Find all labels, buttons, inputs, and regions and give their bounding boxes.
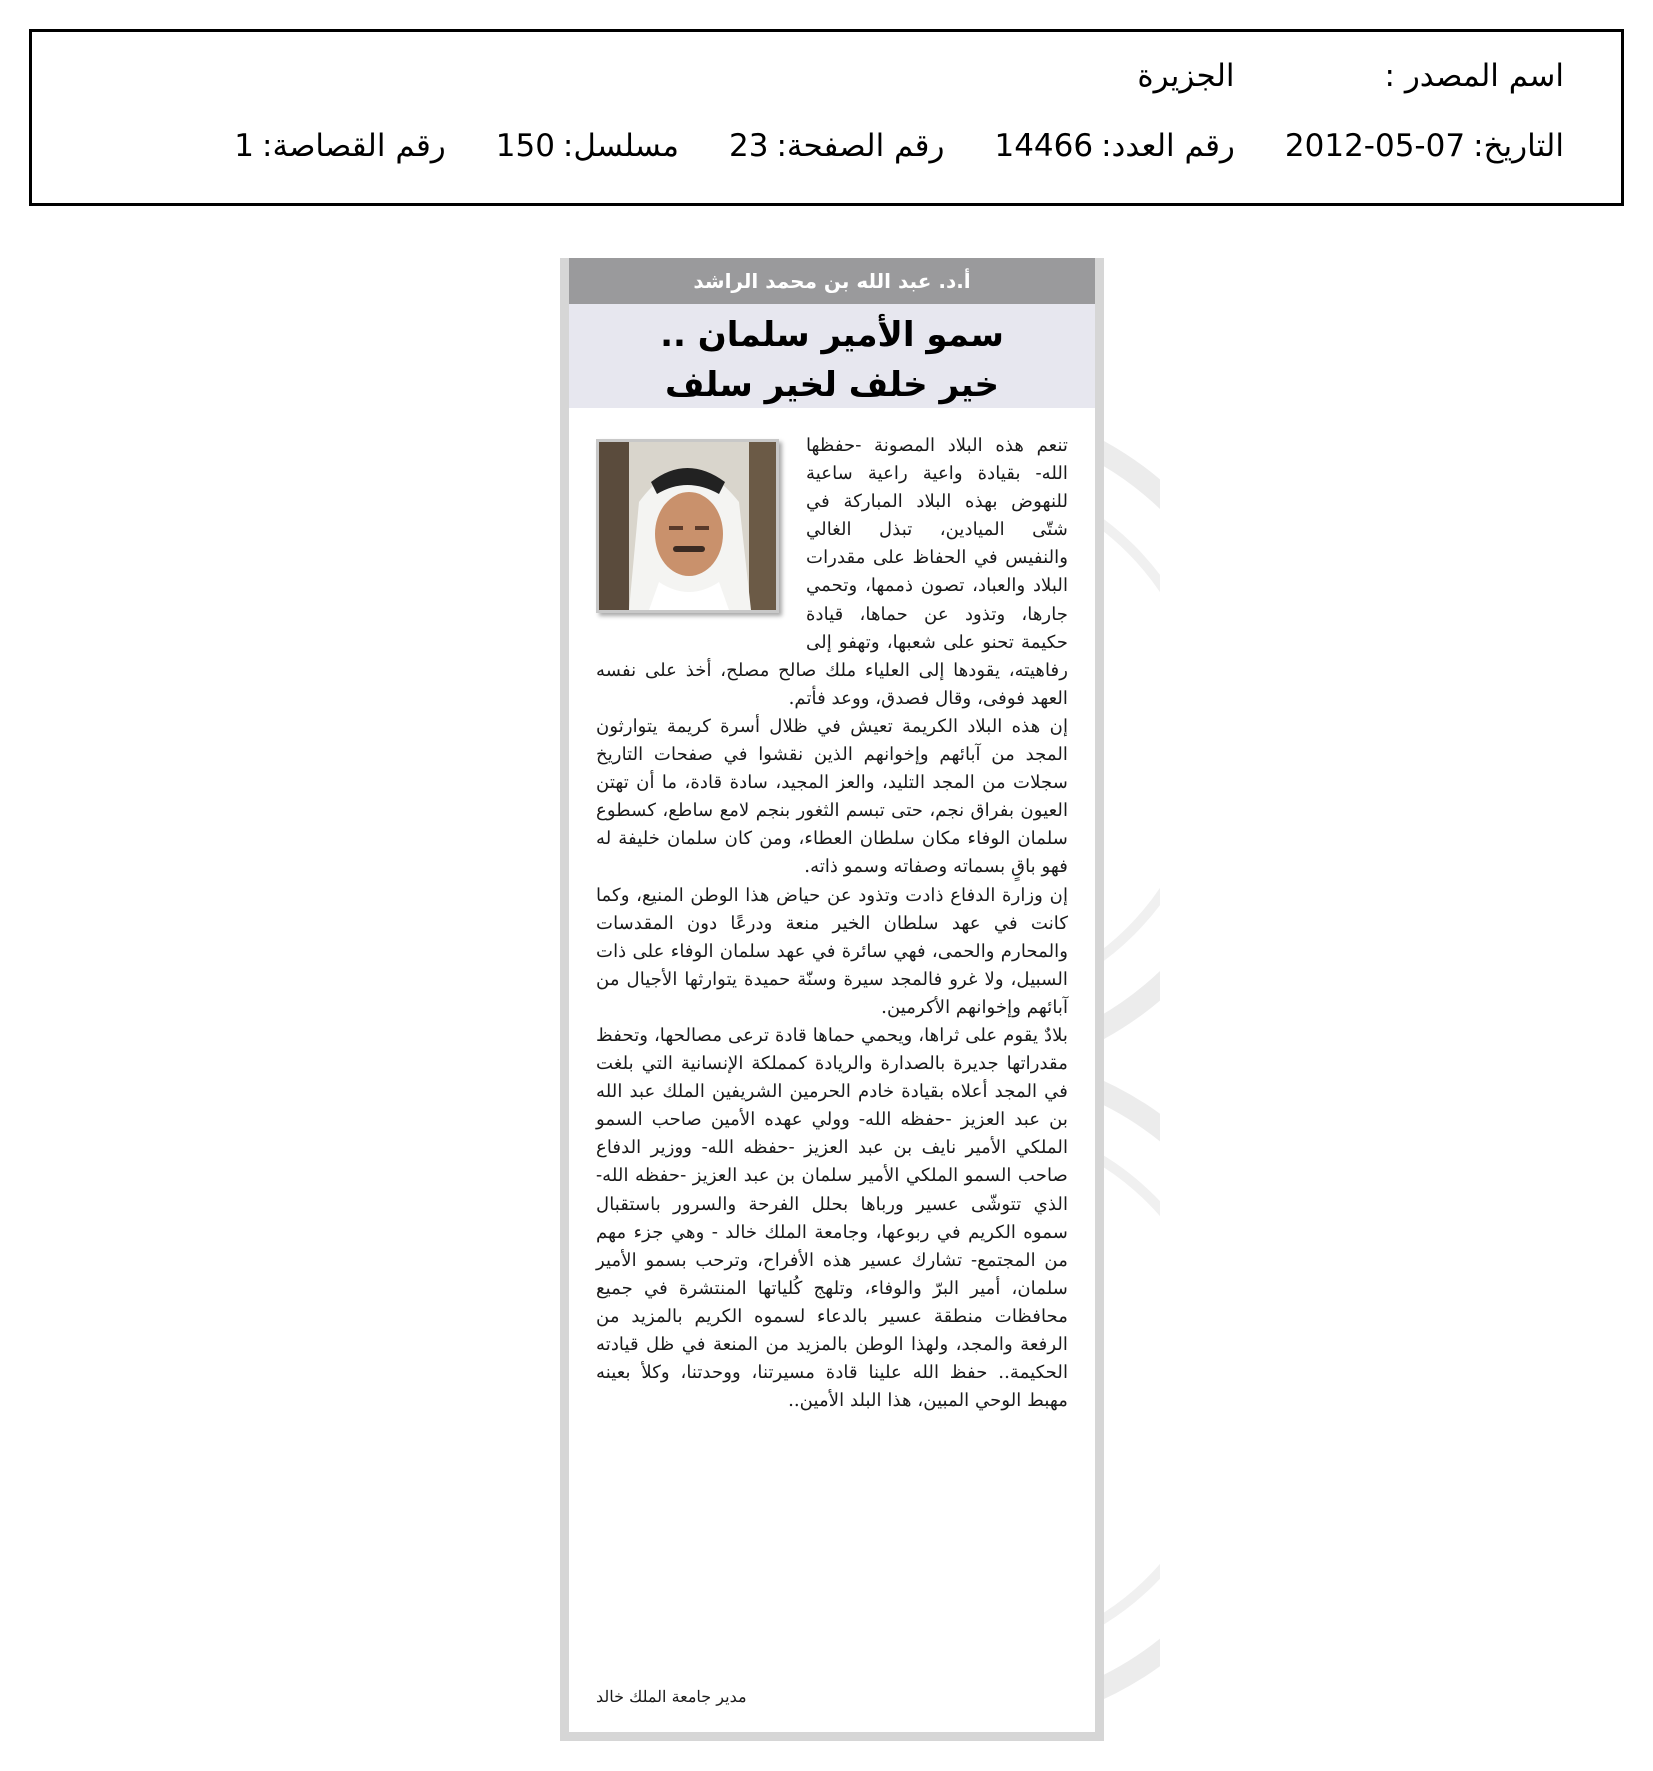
source-value: الجزيرة	[1137, 58, 1235, 94]
issue-field	[994, 128, 1234, 164]
date-field	[1285, 128, 1564, 164]
author-title: مدير جامعة الملك خالد	[596, 1687, 747, 1706]
author-bar	[569, 258, 1095, 304]
page-label: رقم الصفحة:	[776, 128, 945, 164]
paragraph-3: إن وزارة الدفاع ذادت وتذود عن حياض هذا الوطن المنيع، وكما كانت في عهد سلطان الخير منعة ودرعًا دون المقدسات والمحارم والحمى، فهي سائرة في عهد سلمان الوفاء على ذات السبيل، ولا غرو فالمجد سيرة وسنّة حميدة يتوارثها الأجيال من آبائهم وإخوانهم الأكرمين.	[596, 884, 1068, 1018]
paragraph-2: إن هذه البلاد الكريمة تعيش في ظلال أسرة كريمة يتوارثون المجد من آبائهم وإخوانهم الذين نقشوا في صفحات التاريخ سجلات من المجد التليد، والعز المجيد، سادة قادة، ما أن تهتن العيون بفراق نجم، حتى تبسم الثغور بنجم لامع ساطع، كسطوع سلمان الوفاء مكان سلطان العطاء، ومن كان سلمان خليفة له فهو باقٍ بسماته وصفاته وسمو ذاته.	[596, 715, 1068, 878]
source-label: اسم المصدر :	[1384, 58, 1564, 94]
headline	[569, 304, 1095, 408]
serial-label: مسلسل:	[562, 128, 680, 164]
serial-value: 150	[495, 128, 555, 164]
paragraph-1: تنعم هذه البلاد المصونة -حفظها الله- بقيادة واعية راعية ساعية للنهوض بهذه البلاد المباركة في شتّى الميادين، تبذل الغالي والنفيس في الحفاظ على مقدرات البلاد والعباد، تصون ذممها، وتحمي جارها، وتذود عن حماها، قيادة حكيمة تحنو على شعبها، وتهفو إلى رفاهيته، يقودها إلى العلياء ملك صالح مصلح، أخذ على نفسه العهد فوفى، وقال فصدق، ووعد فأتم.	[596, 435, 1068, 709]
page-field	[729, 128, 944, 164]
date-value: 2012-05-07	[1284, 128, 1466, 164]
article-clipping	[560, 258, 1104, 1741]
issue-label: رقم العدد:	[1101, 128, 1235, 164]
source-row	[1137, 58, 1564, 94]
paragraph-4: بلادٌ يقوم على ثراها، ويحمي حماها قادة ترعى مصالحها، وتحفظ مقدراتها جديرة بالصدارة والريادة كمملكة الإنسانية التي بلغت في المجد أعلاه بقيادة خادم الحرمين الشريفين الملك عبد الله بن عبد العزيز -حفظه الله- وولي عهده الأمين صاحب السمو الملكي الأمير نايف بن عبد العزيز -حفظه الله- ووزير الدفاع صاحب السمو الملكي الأمير سلمان بن عبد العزيز -حفظه الله- الذي تتوشّى عسير ورباها بحلل الفرحة والسرور باستقبال سموه الكريم في ربوعها، وجامعة الملك خالد - وهي جزء مهم من المجتمع- تشارك عسير هذه الأفراح، وترحب بسمو الأمير سلمان، أمير البرّ والوفاء، وتلهج كُلياتها المنتشرة في جميع محافظات منطقة عسير بالدعاء لسموه الكريم بالمزيد من الرفعة والمجد، ولهذا الوطن بالمزيد من المنعة في ظل قيادته الحكيمة.. حفظ الله علينا قادة مسيرتنا، ووحدتنا، وكلأ بعينه مهبط الوحي المبين، هذا البلد الأمين..	[596, 1024, 1068, 1412]
page-value: 23	[729, 128, 769, 164]
metadata-box	[29, 29, 1624, 206]
article-body	[596, 432, 1068, 1415]
serial-field	[496, 128, 679, 164]
issue-value: 14466	[994, 128, 1094, 164]
clip-label: رقم القصاصة:	[262, 128, 446, 164]
clip-value: 1	[234, 128, 255, 164]
author-name: أ.د. عبد الله بن محمد الراشد	[693, 269, 971, 293]
headline-line-1: سمو الأمير سلمان ..	[660, 315, 1004, 355]
details-row	[234, 128, 1564, 164]
date-label: التاريخ:	[1473, 128, 1564, 164]
headline-line-2: خير خلف لخير سلف	[664, 365, 1000, 405]
clip-field	[234, 128, 445, 164]
article-panel	[569, 258, 1095, 1732]
